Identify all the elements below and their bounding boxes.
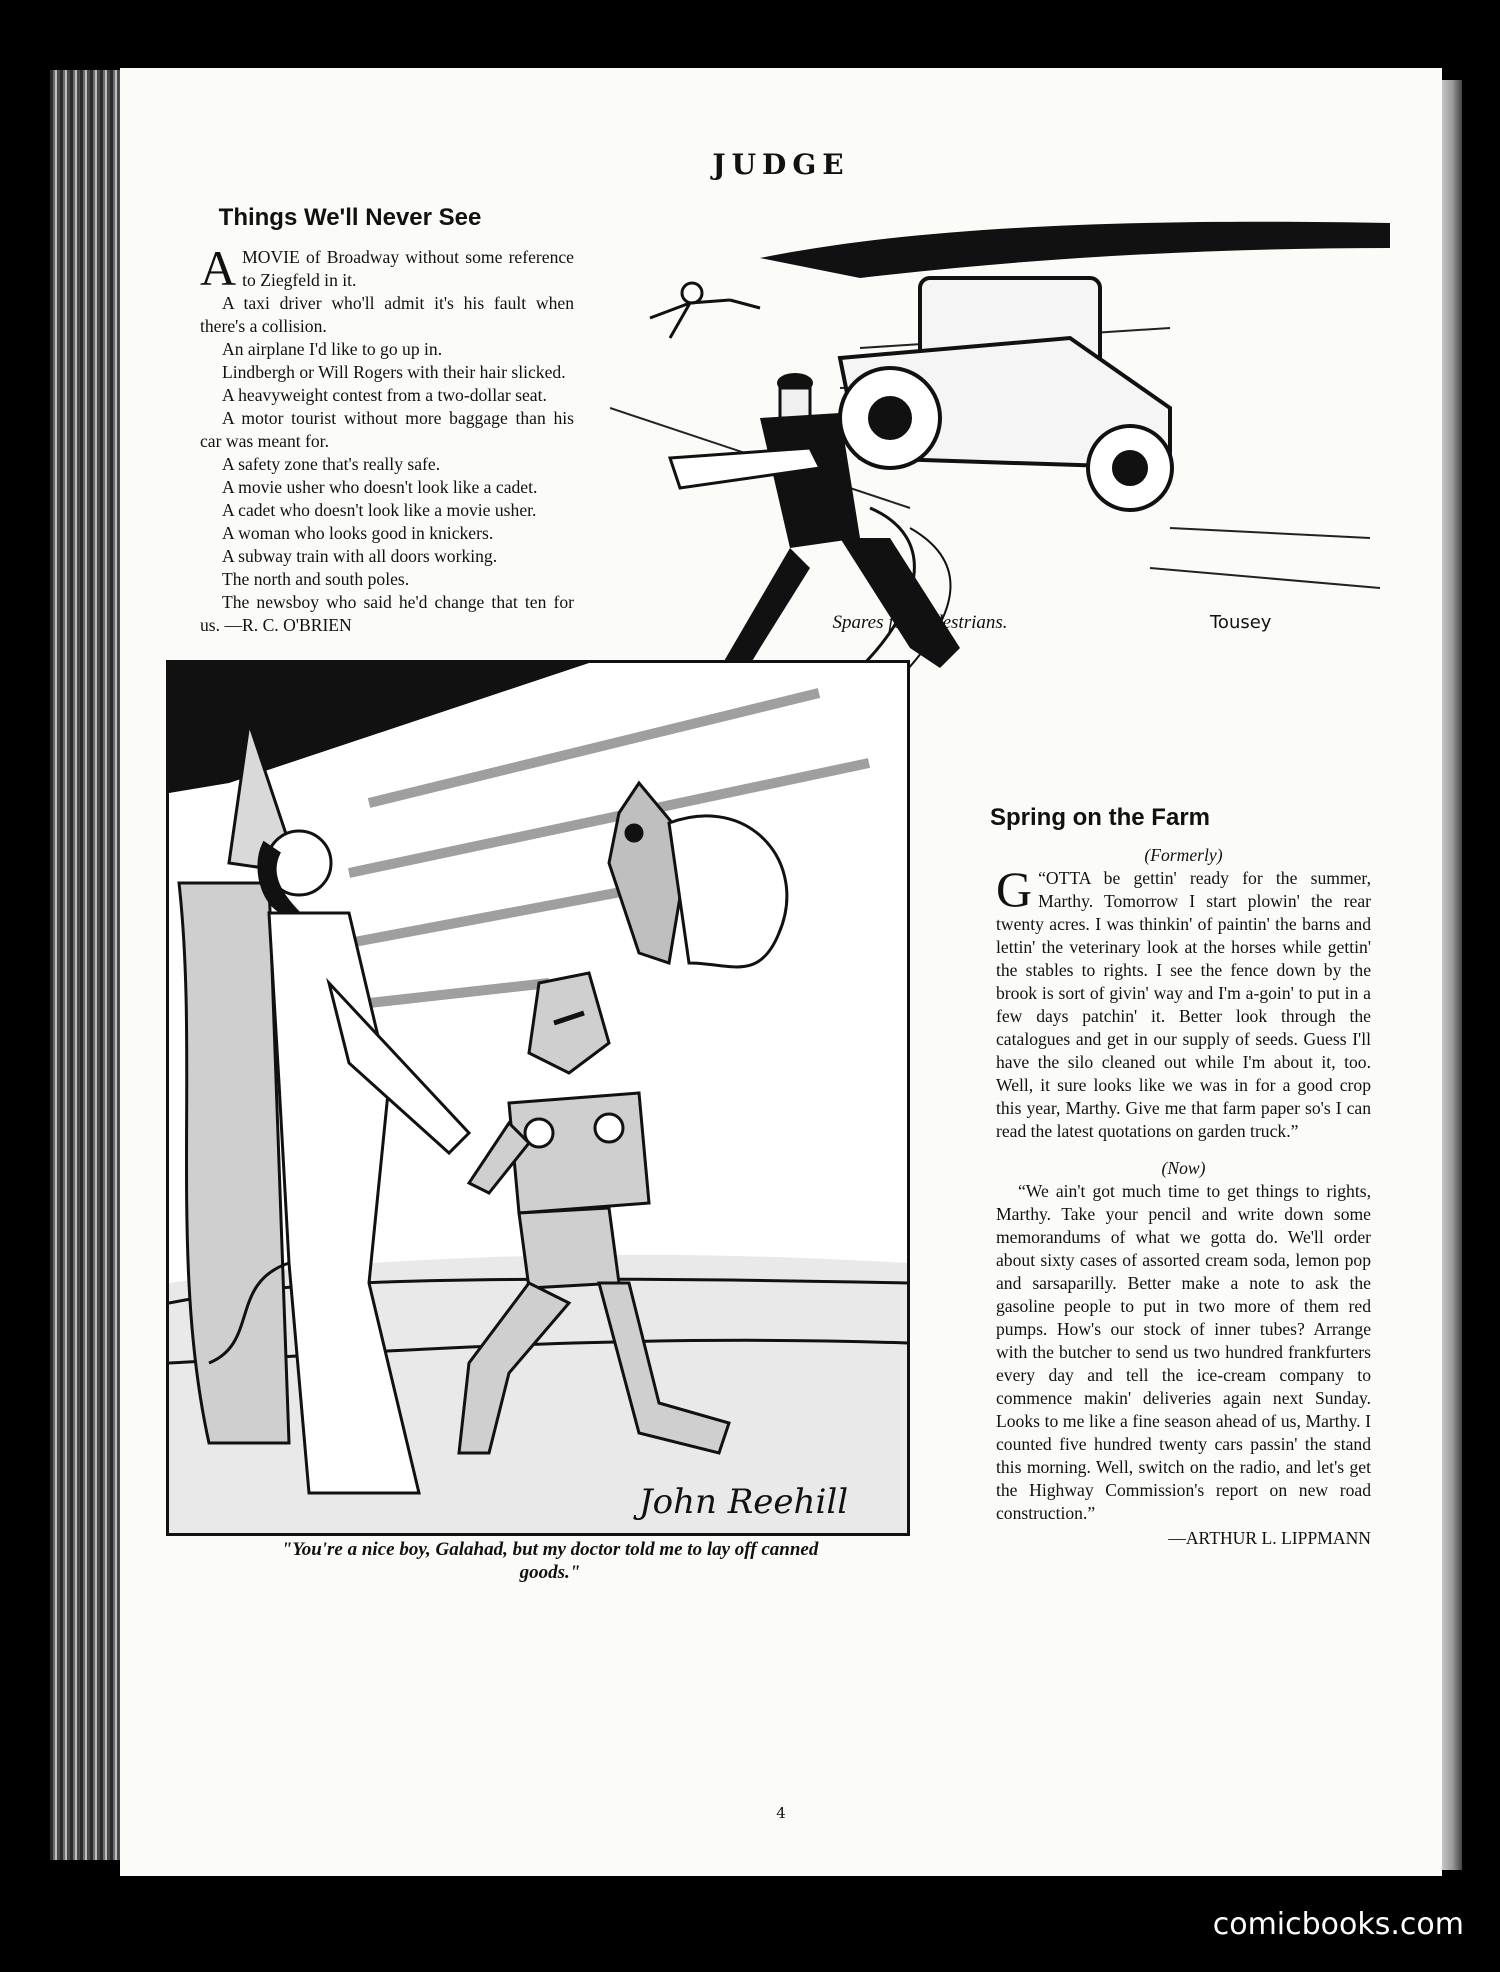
article-title: Spring on the Farm <box>989 804 1210 831</box>
article-line: Lindbergh or Will Rogers with their hair slicked. <box>222 362 566 382</box>
article-line: A movie usher who doesn't look like a cadet. <box>222 477 538 497</box>
article-title: Things We'll Never See <box>218 204 482 231</box>
article-line: A subway train with all doors working. <box>222 546 498 566</box>
artist-signature: Tousey <box>1210 612 1272 633</box>
article-line: A woman who looks good in knickers. <box>222 523 494 543</box>
drop-cap: A <box>200 240 237 296</box>
article-line: A motor tourist without more baggage than his car was meant for. <box>200 408 574 451</box>
article-paragraph <box>996 861 1371 1143</box>
author-credit: —ARTHUR L. LIPPMANN <box>1168 1528 1371 1548</box>
watermark: comicbooks.com <box>1212 1907 1464 1942</box>
article-body <box>996 844 1371 1550</box>
article-line: A taxi driver who'll admit it's his fault when there's a collision. <box>200 293 574 336</box>
article-line: A cadet who doesn't look like a movie usher. <box>222 500 537 520</box>
article-line <box>200 240 574 296</box>
cartoon-caption: "You're a nice boy, Galahad, but my doctor told me to lay off canned goods." <box>281 1539 819 1583</box>
artist-signature: John Reehill <box>639 1482 849 1522</box>
line-text: MOVIE of Broadway without some reference to Ziegfeld in it. <box>242 247 574 290</box>
article-line: A safety zone that's really safe. <box>222 454 441 474</box>
article-paragraph: “We ain't got much time to get things to rights, Marthy. Take your pencil and write down some memorandums of what we gotta do. We'll order about sixty cases of assorted cream soda, lemon pop and sarsaparilly. Better make a note to ask the gasoline people to put in two more of them red pumps. How's our stock of inner tubes? Arrange with the butcher to send us two hundred frankfurters every day and tell the ice-cream company to commence makin' deliveries again next Sunday. Looks to me like a fine season ahead of us, Marthy. I counted five hundred twenty cars passin' the stand this morning. Well, switch on the radio, and let's get the Highway Commission's report on new road construction.” <box>996 1181 1371 1523</box>
cartoon-caption: Spares for pedestrians. <box>832 612 1008 633</box>
article-line: The north and south poles. <box>222 569 410 589</box>
galahad-cartoon <box>169 663 907 1533</box>
page-number: 4 <box>776 1804 786 1822</box>
article-subhead: (Now) <box>1161 1158 1206 1178</box>
book-spine <box>50 70 125 1860</box>
drop-cap: G <box>996 861 1033 917</box>
article-line: A heavyweight contest from a two-dollar seat. <box>222 385 547 405</box>
masthead: JUDGE <box>712 148 850 181</box>
article-body <box>200 240 574 637</box>
magazine-page <box>120 68 1442 1876</box>
article-line: An airplane I'd like to go up in. <box>222 339 443 359</box>
article-subhead: (Formerly) <box>1144 845 1223 865</box>
article-line: The newsboy who said he'd change that ten for us. —R. C. O'BRIEN <box>200 592 574 635</box>
galahad-cartoon-frame <box>166 660 910 1536</box>
paragraph-text: “OTTA be gettin' ready for the summer, Marthy. Tomorrow I start plowin' the rear twenty acres. I was thinkin' of paintin' the barns and lettin' the veterinary look at the horses while gettin' the stables to rights. I see the fence down by the brook is sort of givin' way and I'm a-goin' to put in a few days patchin' it. Better look through the catalogues and get in our supply of seeds. Guess I'll have the silo cleaned out while I'm about it, too. Well, it sure looks like we was in for a good crop this year, Marthy. Give me that farm paper so's I can read the latest quotations on garden truck.” <box>996 868 1371 1141</box>
